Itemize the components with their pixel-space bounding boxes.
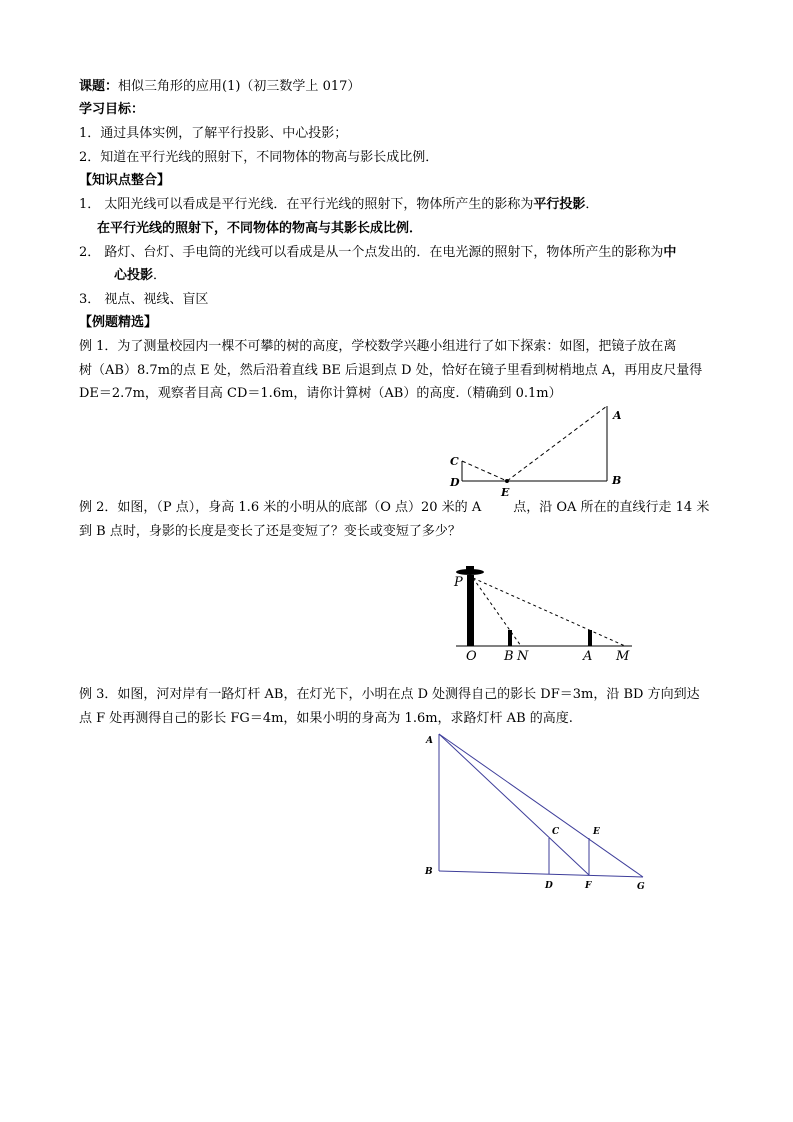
fig3-label-b: B bbox=[425, 867, 433, 877]
kp2-bold2: 心投影 bbox=[114, 268, 154, 283]
fig2-label-m: M bbox=[616, 649, 630, 664]
title-label: 课题： bbox=[79, 79, 119, 94]
fig2-label-n: N bbox=[517, 649, 529, 664]
example-2-line2: 到 B 点时，身影的长度是变长了还是变短了？变长或变短了多少？ bbox=[79, 524, 461, 539]
ex2-line1-a: 例 2．如图，（P 点），身高 1.6 米的小明从的底部（O 点）20 米的 A bbox=[79, 500, 482, 515]
examples-heading: 【例题精选】 bbox=[79, 315, 158, 330]
fig2-label-o: O bbox=[466, 649, 477, 664]
fig3-ground-bg bbox=[439, 871, 643, 877]
example-1-line2: 树（AB）8.7m的点 E 处，然后沿着直线 BE 后退到点 D 处，恰好在镜子里看到树梢地点 A，再用皮尺量得 bbox=[79, 363, 703, 378]
fig3-label-e: E bbox=[593, 827, 600, 837]
fig2-label-a: A bbox=[583, 649, 593, 664]
fig3-ray-af bbox=[439, 734, 589, 875]
knowledge-point-3: 3． 视点、视线、盲区 bbox=[79, 292, 209, 307]
kp1-bold: 平行投影 bbox=[533, 197, 586, 212]
kp2-bold1: 中 bbox=[663, 245, 677, 260]
ex2-line1-b: 点，沿 OA 所在的直线行走 14 米 bbox=[513, 500, 710, 515]
example-1-line3: DE＝2.7m，观察者目高 CD＝1.6m，请你计算树（AB）的高度.（精确到 0.1m） bbox=[79, 386, 562, 401]
fig3-label-c: C bbox=[552, 827, 560, 837]
fig2-label-b: B bbox=[504, 649, 514, 664]
objectives-heading: 学习目标： bbox=[79, 102, 145, 117]
knowledge-heading: 【知识点整合】 bbox=[79, 173, 171, 188]
fig2-label-p: P bbox=[454, 575, 463, 590]
fig3-ray-ag bbox=[439, 734, 643, 877]
kp1-end: ． bbox=[585, 197, 599, 212]
kp2-end: ． bbox=[153, 268, 167, 283]
fig3-label-g: G bbox=[637, 882, 645, 892]
objective-1: 1．通过具体实例，了解平行投影、中心投影； bbox=[79, 126, 348, 141]
knowledge-point-1-line2: 在平行光线的照射下，不同物体的物高与其影长成比例． bbox=[97, 221, 423, 236]
fig3-label-a: A bbox=[426, 736, 433, 746]
fig1-label-e: E bbox=[501, 486, 510, 499]
fig1-label-d: D bbox=[450, 476, 460, 489]
fig1-label-b: B bbox=[612, 474, 622, 487]
fig3-label-f: F bbox=[585, 881, 592, 891]
kp1-text: 1． 太阳光线可以看成是平行光线．在平行光线的照射下，物体所产生的影称为 bbox=[79, 197, 534, 212]
title-text: 相似三角形的应用(1)（初三数学上 017） bbox=[118, 79, 361, 94]
kp2-text: 2． 路灯、台灯、手电筒的光线可以看成是从一个点发出的．在电光源的照射下，物体所产生的影称为 bbox=[79, 245, 664, 260]
example-3-line2: 点 F 处再测得自己的影长 FG＝4m，如果小明的身高为 1.6m，求路灯杆 AB 的高度. bbox=[79, 711, 573, 726]
objective-2: 2．知道在平行光线的照射下，不同物体的物高与影长成比例． bbox=[79, 150, 439, 165]
example-1-line1: 例 1．为了测量校园内一棵不可攀的树的高度，学校数学兴趣小组进行了如下探索：如图，把镜子放在离 bbox=[79, 339, 677, 354]
example-3-line1: 例 3．如图，河对岸有一路灯杆 AB，在灯光下，小明在点 D 处测得自己的影长 DF＝3m，沿 BD 方向到达 bbox=[79, 687, 700, 702]
fig1-label-c: C bbox=[450, 455, 459, 468]
fig1-label-a: A bbox=[613, 409, 622, 422]
fig3-label-d: D bbox=[545, 881, 553, 891]
